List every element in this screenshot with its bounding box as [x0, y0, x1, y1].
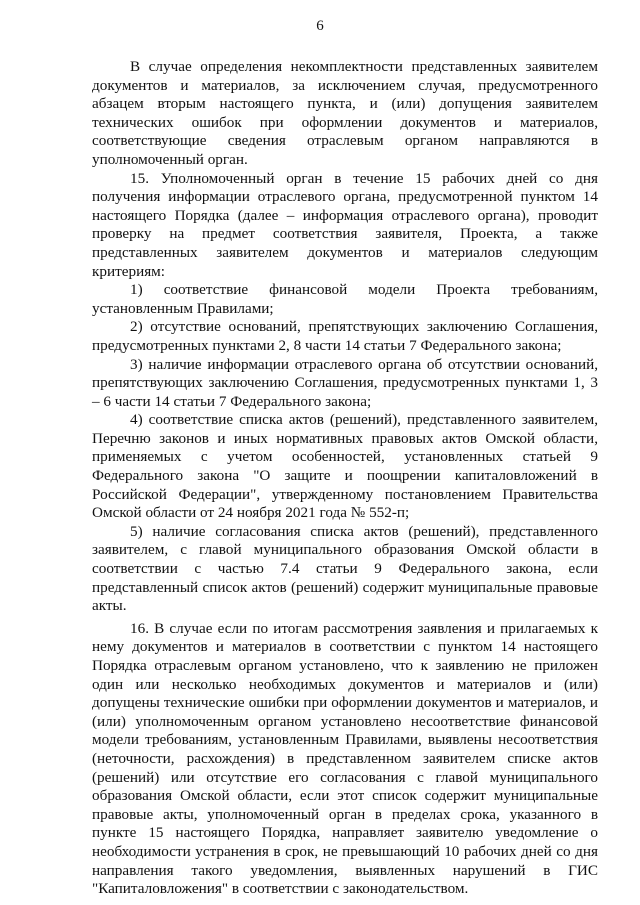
paragraph-criterion-3: 3) наличие информации отраслевого органа об отсутствии оснований, препятствующих заключению Соглашения, предусмотренных пунктами 1, 3 – 6 части 14 статьи 7 Федерального закона; [92, 355, 598, 410]
document-body [92, 58, 598, 899]
paragraph-criterion-5: 5) наличие согласования списка актов (решений), представленного заявителем, с главой муниципального образования Омской области в соответствии с частью 7.4 статьи 9 Федерального закона, если представленный список актов (решений) содержит муниципальные правовые акты. [92, 522, 598, 615]
paragraph-criterion-4: 4) соответствие списка актов (решений), представленного заявителем, Перечню законов и иных нормативных правовых актов Омской области, применяемых с учетом особенностей, установленных статьей 9 Федерального закона "О защите и поощрении капиталовложений в Российской Федерации", утвержденному постановлением Правительства Омской области от 24 ноября 2021 года № 552-п; [92, 411, 598, 522]
paragraph-clause-16: 16. В случае если по итогам рассмотрения заявления и прилагаемых к нему документов и материалов в соответствии с пунктом 14 настоящего Порядка отраслевым органом установлено, что к заявлению не приложен один или несколько необходимых документов и материалов и (или) допущены технические ошибки при оформлении документов и материалов, и (или) уполномоченным органом установлено несоответствие финансовой модели требованиям, установленным Правилами, выявлены несоответствия (неточности, расхождения) в представленном заявителем списке актов (решений) или отсутствие его согласования с главой муниципального образования Омской области, если этот список содержит муниципальные правовые акты, уполномоченный орган в пределах срока, указанного в пункте 15 настоящего Порядка, направляет заявителю уведомление о необходимости устранения в срок, не превышающий 10 рабочих дней со дня направления такого уведомления, выявленных нарушений в ГИС "Капиталовложения" в соответствии с законодательством. [92, 619, 598, 898]
paragraph-incompleteness: В случае определения некомплектности представленных заявителем документов и материалов, за исключением случая, предусмотренного абзацем вторым настоящего пункта, и (или) допущения заявителем технических ошибок при оформлении документов и материалов, соответствующие сведения отраслевым органом направляются в уполномоченный орган. [92, 58, 598, 168]
paragraph-criterion-1: 1) соответствие финансовой модели Проекта требованиям, установленным Правилами; [92, 281, 598, 317]
paragraph-clause-15: 15. Уполномоченный орган в течение 15 рабочих дней со дня получения информации отраслевого органа, предусмотренной пунктом 14 настоящего Порядка (далее – информация отраслевого органа), проводит проверку на предмет соответствия заявителя, Проекта, а также представленных заявителем документов и материалов следующим критериям: [92, 169, 598, 280]
paragraph-criterion-2: 2) отсутствие оснований, препятствующих заключению Соглашения, предусмотренных пунктами 2, 8 части 14 статьи 7 Федерального закона; [92, 318, 598, 354]
page-number: 6 [316, 18, 324, 34]
